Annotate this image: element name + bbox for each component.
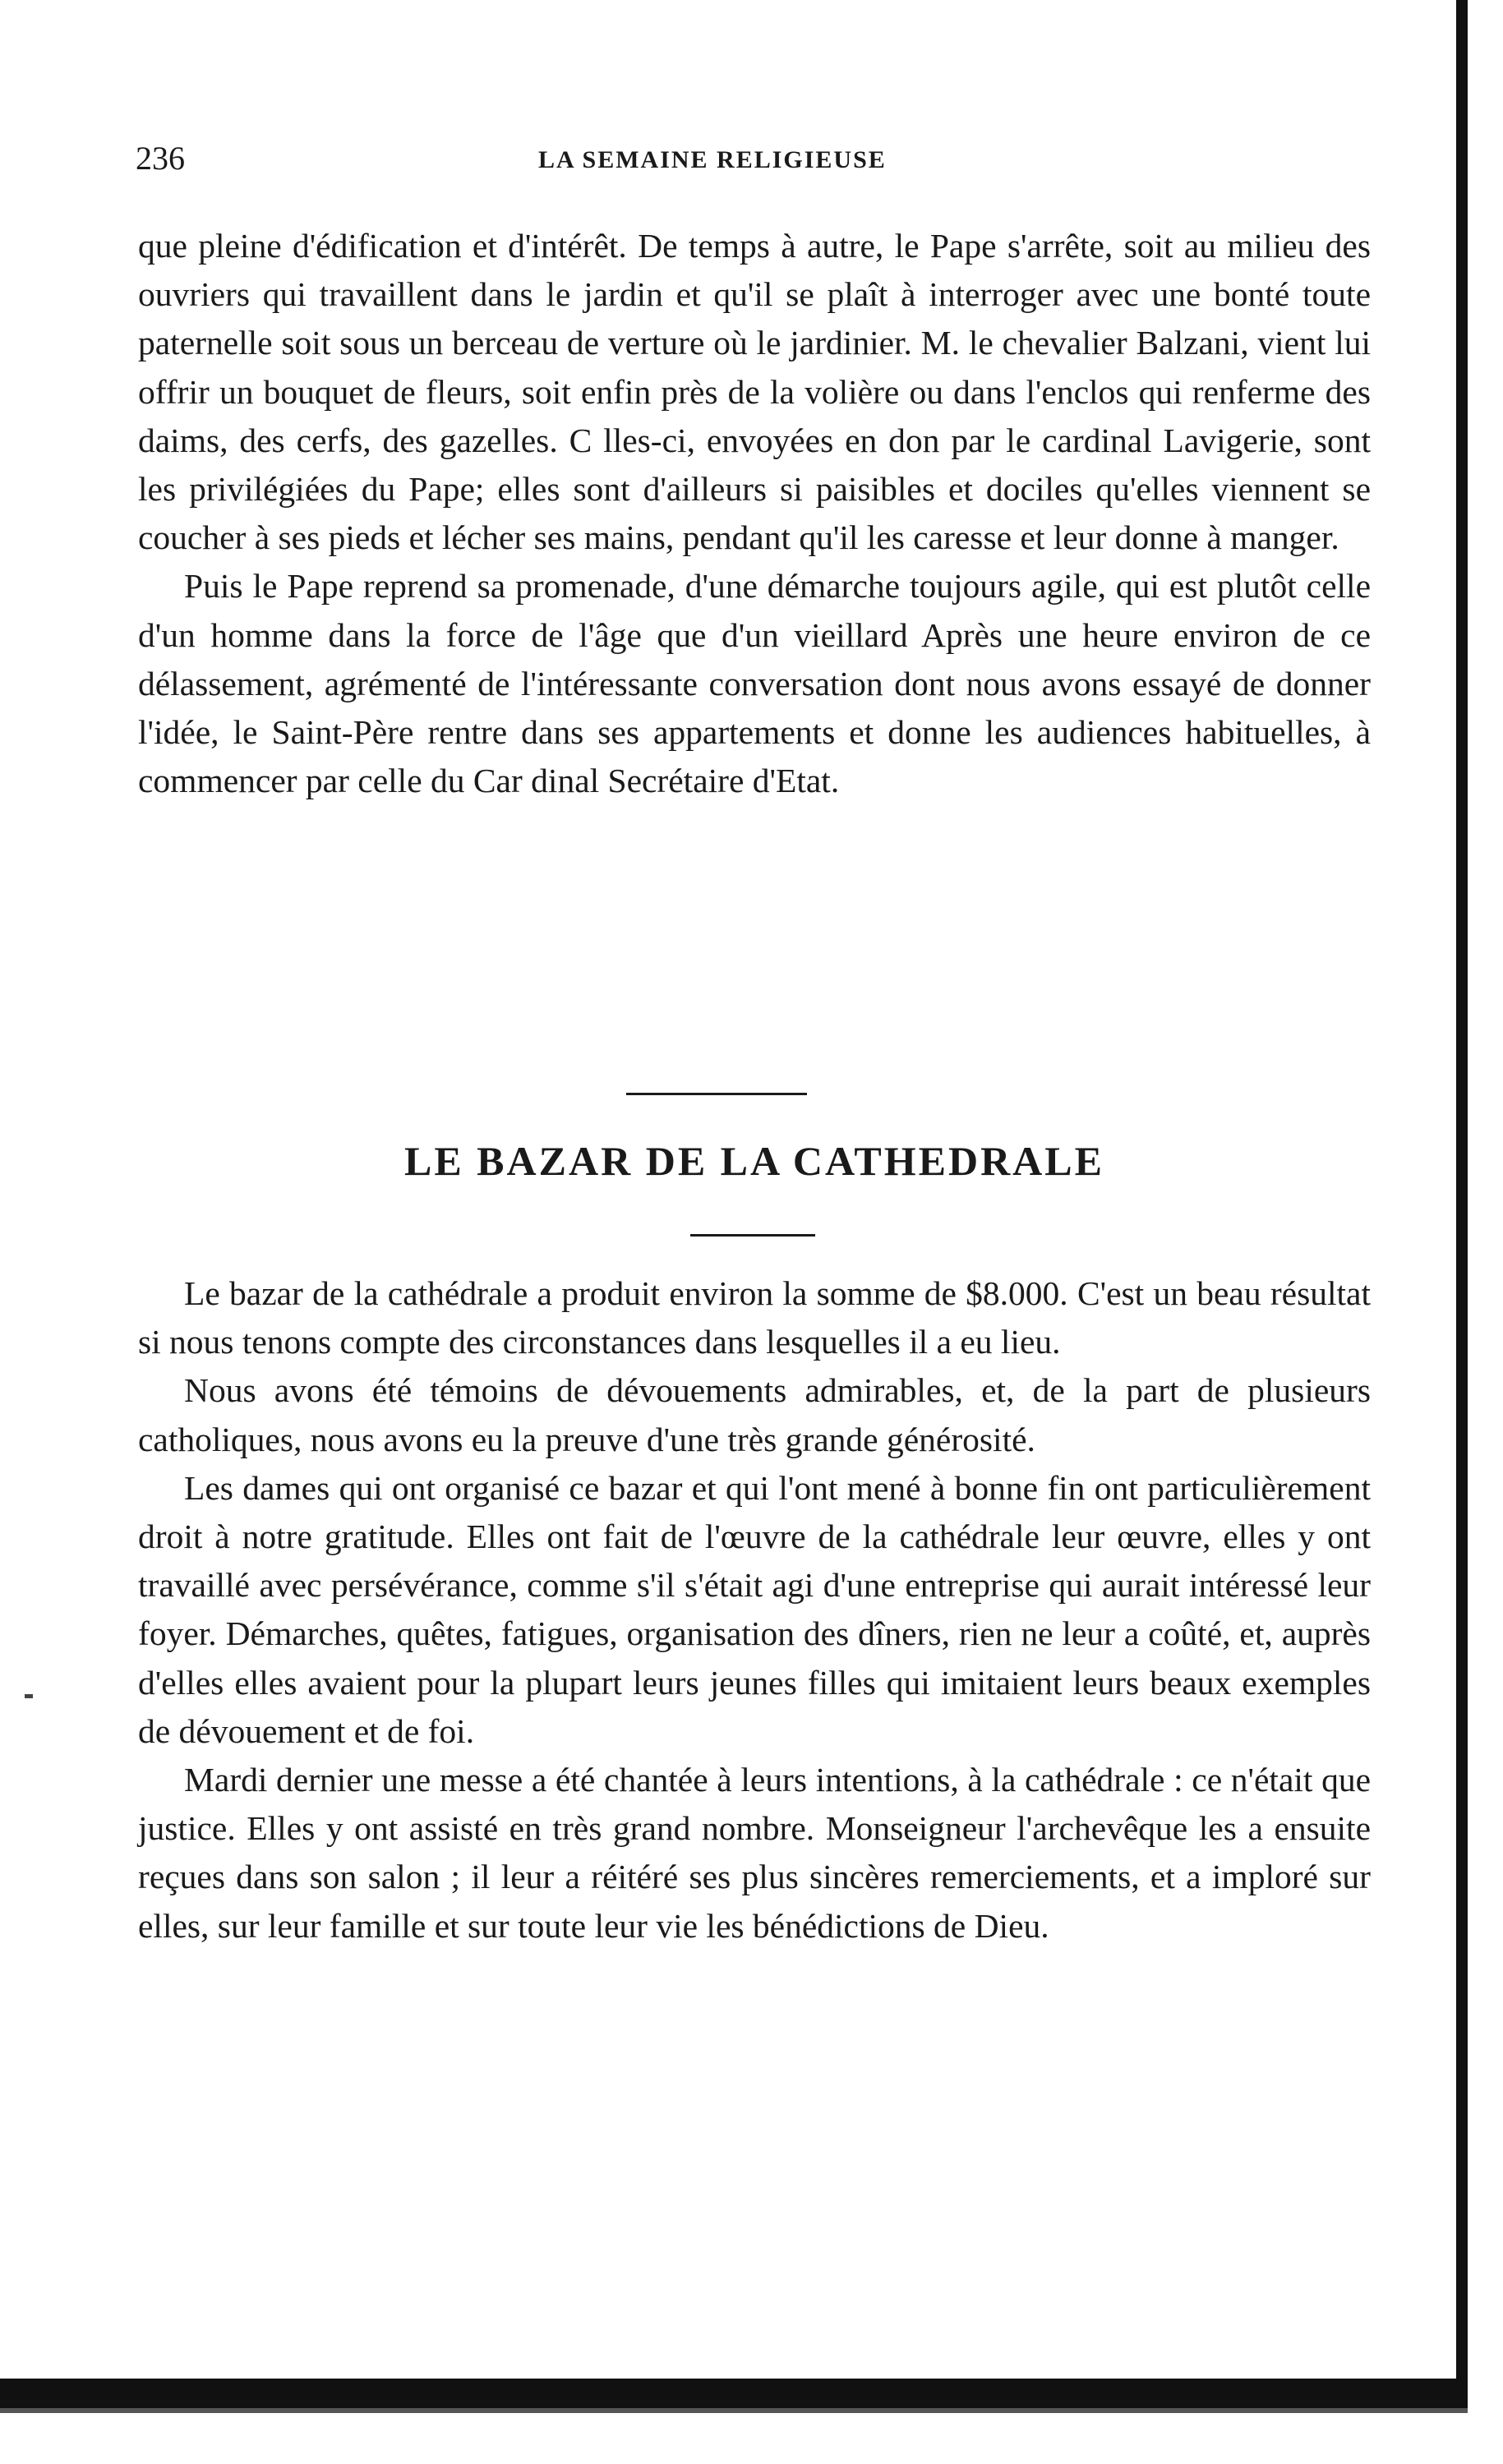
section-title: LE BAZAR DE LA CATHEDRALE [403,1138,1104,1184]
bazar-article [138,1269,1371,1950]
page-header [136,138,1372,179]
paragraph: que pleine d'édification et d'intérêt. De temps à autre, le Pape s'arrête, soit au milieu des ouvriers qui travaillent dans le jardin et qu'il se plaît à interroger avec une bonté toute paternelle soit sous un berceau de verture où le jardinier. M. le chevalier Balzani, vient lui offrir un bouquet de fleurs, soit enfin près de la volière ou dans l'enclos qui renferme des daims, des cerfs, des gazelles. C lles-ci, envoyées en don par le cardinal Lavigerie, sont les privilégiées du Pape; elles sont d'ailleurs si paisibles et dociles qu'elles viennent se coucher à ses pieds et lécher ses mains, pendant qu'il les caresse et leur donne à manger. [138,227,1371,557]
section-divider-top [626,1093,807,1095]
paragraph: Mardi dernier une messe a été chantée à leurs intentions, à la cathédrale : ce n'était que justice. Elles y ont assisté en très grand nombre. Monseigneur l'archevêque les a ensuite reçues dans son salon ; il leur a réitéré ses plus sincères remerciements, et a imploré sur elles, sur leur famille et sur toute leur vie les bénédictions de Dieu. [138,1761,1371,1945]
paragraph: Nous avons été témoins de dévouements admirables, et, de la part de plusieurs catholiques, nous avons eu la preuve d'une très grande générosité. [138,1371,1371,1458]
paragraph: Les dames qui ont organisé ce bazar et qui l'ont mené à bonne fin ont particulièrement droit à notre gratitude. Elles ont fait de l'œuvre de la cathédrale leur œuvre, elles y ont travaillé avec persévérance, comme s'il s'était agi d'une entreprise qui aurait intéressé leur foyer. Démarches, quêtes, fatigues, organisation des dîners, rien ne leur a coûté, et, auprès d'elles elles avaient pour la plupart leurs jeunes filles qui imitaient leurs beaux exemples de dévouement et de foi. [138,1468,1371,1750]
page-number: 236 [136,140,185,177]
scan-edge-bottom [0,2379,1468,2408]
paragraph: Puis le Pape reprend sa promenade, d'une démarche toujours agile, qui est plutôt celle d'un homme dans la force de l'âge que d'un vieillard Après une heure environ de ce délassement, agrémenté de l'intéressante conversation dont nous avons essayé de donner l'idée, le Saint-Père rentre dans ses appartements et donne les audiences habituelles, à commencer par celle du Car dinal Secrétaire d'Etat. [138,567,1371,800]
running-head: LA SEMAINE RELIGIEUSE [538,146,887,173]
scan-speck [25,1694,33,1698]
scan-edge-bottom-shadow [0,2408,1468,2413]
article-continued [138,222,1371,805]
paragraph: Le bazar de la cathédrale a produit environ la somme de $8.000. C'est un beau résultat si nous tenons compte des circonstances dans lesquelles il a eu lieu. [138,1274,1371,1361]
section-divider-bottom [690,1234,815,1237]
scan-edge-right [1456,0,1468,2407]
